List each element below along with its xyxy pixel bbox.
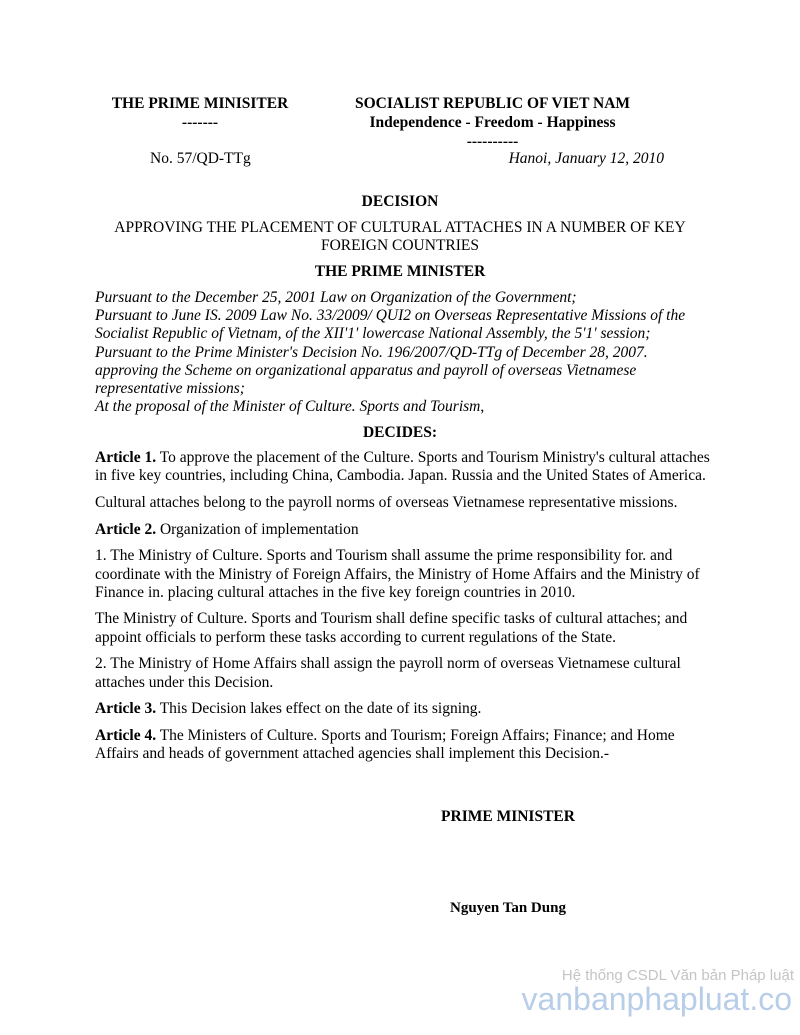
issuer-rule: -------: [181, 114, 219, 131]
article-2: [95, 521, 715, 539]
country-name: SOCIALIST REPUBLIC OF VIET NAM: [354, 95, 631, 112]
issuer-name: THE PRIME MINISITER: [111, 95, 289, 112]
article-2-item-1-continued: The Ministry of Culture. Sports and Tourism shall define specific tasks of cultural attaches; and appoint officials to perform these tasks according to current regulations of the State.: [95, 610, 688, 646]
basis-line: Pursuant to the December 25, 2001 Law on Organization of the Government;: [95, 289, 577, 306]
article-2-label: Article 2.: [95, 520, 157, 538]
article-2-text: Organization of implementation: [156, 520, 359, 538]
article-1-paragraph-2: Cultural attaches belong to the payroll norms of overseas Vietnamese representative missions.: [95, 493, 678, 511]
article-1-text: To approve the placement of the Culture. Sports and Tourism Ministry's cultural attaches in five key countries, including China, Cambodia. Japan. Russia and the United States of America.: [95, 449, 710, 485]
article-4-text: The Ministers of Culture. Sports and Tourism; Foreign Affairs; Finance; and Home Affairs and heads of government attached agencies shall implement this Decision.-: [95, 726, 675, 763]
decision-body: [95, 449, 715, 772]
watermark-caption: Hệ thống CSDL Văn bản Pháp luật: [561, 967, 794, 984]
proposal-text: At the proposal of the Minister of Culture. Sports and Tourism: [95, 398, 481, 416]
legal-basis: [95, 289, 710, 416]
basis-line: Pursuant to June IS. 2009 Law No. 33/2009/ QUI2 on Overseas Representative Missions of the Socialist Republic of Vietnam, of the XII'1' lowercase National Assembly, the 5'1' session;: [95, 307, 686, 343]
article-1-label: Article 1.: [95, 449, 157, 466]
document-subtitle: APPROVING THE PLACEMENT OF CULTURAL ATTACHES IN A NUMBER OF KEY FOREIGN COUNTRIES: [114, 219, 686, 254]
basis-line: Pursuant to the Prime Minister's Decision No. 196/2007/QD-TTg of December 28, 2007. approving the Scheme on organizational apparatus and payroll of overseas Vietnamese representative missions;: [95, 343, 648, 398]
national-motto: Independence - Freedom - Happiness: [369, 114, 616, 131]
motto-rule: ----------: [466, 133, 519, 150]
article-3-text: This Decision lakes effect on the date of its signing.: [156, 700, 482, 718]
document-number: No. 57/QD-TTg: [150, 150, 251, 167]
proposal-line: [95, 398, 710, 416]
article-1: [95, 449, 715, 485]
article-3: [95, 700, 715, 718]
article-3-label: Article 3.: [95, 700, 157, 718]
proposal-tail: ,: [480, 398, 485, 416]
signature-title: PRIME MINISTER: [441, 808, 575, 825]
signatory-name: Nguyen Tan Dung: [450, 900, 566, 916]
article-4: [95, 727, 715, 763]
issuing-authority: THE PRIME MINISTER: [314, 263, 486, 280]
document-type-title: DECISION: [361, 193, 439, 210]
issuer-block: [100, 95, 300, 133]
watermark-domain: vanbanphapluat.co: [521, 981, 792, 1017]
article-2-item-1: 1. The Ministry of Culture. Sports and Tourism shall assume the prime responsibility for. and coordinate with the Ministry of Foreign Affairs, the Ministry of Home Affairs and the Ministry of Finance in. placing cultural attaches in the five key foreign countries in 2010.: [95, 547, 700, 601]
article-2-item-2: 2. The Ministry of Home Affairs shall assign the payroll norm of overseas Vietnamese cultural attaches under this Decision.: [95, 655, 681, 691]
decides-heading: DECIDES:: [362, 424, 438, 441]
place-and-date: Hanoi, January 12, 2010: [508, 150, 664, 167]
article-4-label: Article 4.: [95, 726, 157, 744]
national-title-block: [340, 95, 645, 152]
